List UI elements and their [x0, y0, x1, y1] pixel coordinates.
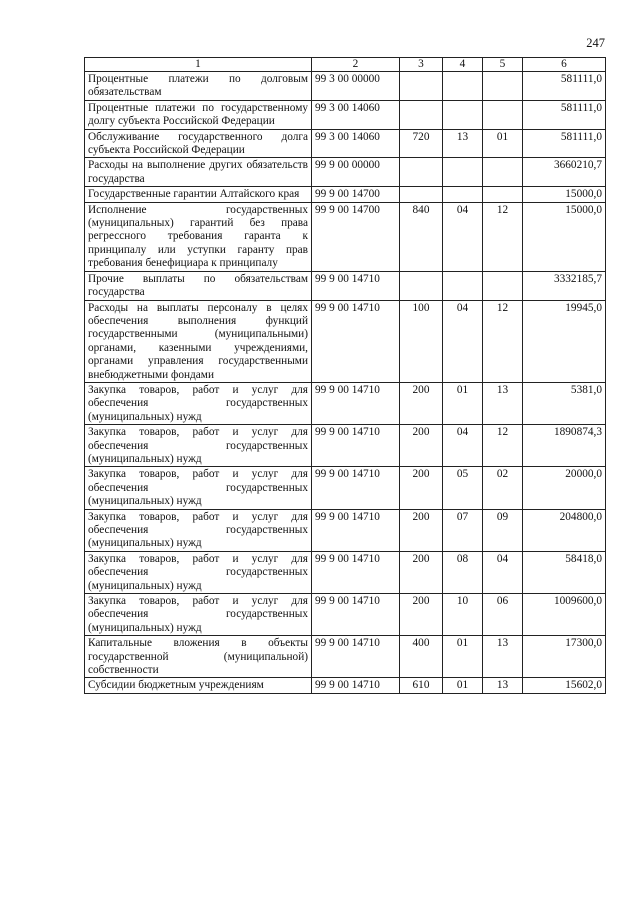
row-expense-type-cell: [400, 187, 443, 202]
table-row: [85, 467, 606, 509]
row-expense-type-cell: 720: [400, 129, 443, 158]
row-amount-cell: 581111,0: [523, 100, 606, 129]
row-code-cell: 99 9 00 14710: [312, 467, 400, 509]
row-section-cell: 07: [443, 509, 483, 551]
row-section-cell: [443, 100, 483, 129]
row-code-cell: 99 9 00 14710: [312, 636, 400, 678]
row-code-cell: 99 9 00 00000: [312, 158, 400, 187]
row-section-cell: 04: [443, 202, 483, 271]
page-number: 247: [586, 36, 605, 50]
row-expense-type-cell: 840: [400, 202, 443, 271]
row-section-cell: 04: [443, 300, 483, 382]
row-code-cell: 99 3 00 14060: [312, 100, 400, 129]
row-amount-cell: 15000,0: [523, 187, 606, 202]
row-amount-cell: 15000,0: [523, 202, 606, 271]
row-expense-type-cell: 200: [400, 425, 443, 467]
row-section-cell: [443, 271, 483, 300]
row-expense-type-cell: 610: [400, 678, 443, 693]
header-cell-6: 6: [523, 58, 606, 72]
row-subsection-cell: 12: [483, 202, 523, 271]
row-subsection-cell: 13: [483, 636, 523, 678]
table-row: [85, 100, 606, 129]
row-expense-type-cell: 200: [400, 509, 443, 551]
row-subsection-cell: [483, 187, 523, 202]
row-name-cell: Субсидии бюджетным учреждениям: [85, 678, 312, 693]
row-amount-cell: 1009600,0: [523, 594, 606, 636]
row-name-cell: Закупка товаров, работ и услуг для обеспечения государственных (муниципальных) нужд: [85, 467, 312, 509]
row-subsection-cell: 01: [483, 129, 523, 158]
row-name-cell: Закупка товаров, работ и услуг для обеспечения государственных (муниципальных) нужд: [85, 425, 312, 467]
row-code-cell: 99 9 00 14710: [312, 300, 400, 382]
table-row: [85, 158, 606, 187]
row-amount-cell: 581111,0: [523, 72, 606, 101]
row-name-cell: Прочие выплаты по обязательствам государства: [85, 271, 312, 300]
table-row: [85, 425, 606, 467]
row-amount-cell: 3660210,7: [523, 158, 606, 187]
row-name-cell: Процентные платежи по государственному долгу субъекта Российской Федерации: [85, 100, 312, 129]
row-code-cell: 99 3 00 14060: [312, 129, 400, 158]
row-expense-type-cell: 200: [400, 551, 443, 593]
row-code-cell: 99 9 00 14710: [312, 425, 400, 467]
row-section-cell: 01: [443, 382, 483, 424]
row-subsection-cell: [483, 100, 523, 129]
row-amount-cell: 58418,0: [523, 551, 606, 593]
header-cell-3: 3: [400, 58, 443, 72]
row-amount-cell: 20000,0: [523, 467, 606, 509]
row-name-cell: Расходы на выполнение других обязательств государства: [85, 158, 312, 187]
row-name-cell: Капитальные вложения в объекты государственной (муниципальной) собственности: [85, 636, 312, 678]
table-row: [85, 509, 606, 551]
row-subsection-cell: 12: [483, 300, 523, 382]
header-cell-1: 1: [85, 58, 312, 72]
row-expense-type-cell: [400, 271, 443, 300]
row-section-cell: 13: [443, 129, 483, 158]
row-subsection-cell: 02: [483, 467, 523, 509]
header-row: [85, 58, 606, 72]
row-expense-type-cell: 200: [400, 382, 443, 424]
row-section-cell: 01: [443, 678, 483, 693]
row-subsection-cell: 13: [483, 678, 523, 693]
row-subsection-cell: 09: [483, 509, 523, 551]
row-code-cell: 99 9 00 14710: [312, 271, 400, 300]
table-row: [85, 678, 606, 693]
row-expense-type-cell: [400, 158, 443, 187]
row-amount-cell: 3332185,7: [523, 271, 606, 300]
header-cell-4: 4: [443, 58, 483, 72]
row-code-cell: 99 9 00 14710: [312, 509, 400, 551]
row-amount-cell: 19945,0: [523, 300, 606, 382]
table-row: [85, 551, 606, 593]
row-name-cell: Закупка товаров, работ и услуг для обеспечения государственных (муниципальных) нужд: [85, 551, 312, 593]
table-row: [85, 636, 606, 678]
table-row: [85, 187, 606, 202]
row-expense-type-cell: [400, 72, 443, 101]
table-row: [85, 72, 606, 101]
table-row: [85, 271, 606, 300]
row-name-cell: Закупка товаров, работ и услуг для обеспечения государственных (муниципальных) нужд: [85, 594, 312, 636]
row-section-cell: 08: [443, 551, 483, 593]
table-body: [85, 72, 606, 694]
row-expense-type-cell: 200: [400, 467, 443, 509]
row-subsection-cell: [483, 271, 523, 300]
row-section-cell: [443, 158, 483, 187]
row-amount-cell: 581111,0: [523, 129, 606, 158]
row-subsection-cell: 04: [483, 551, 523, 593]
row-amount-cell: 5381,0: [523, 382, 606, 424]
row-section-cell: 10: [443, 594, 483, 636]
row-code-cell: 99 3 00 00000: [312, 72, 400, 101]
row-subsection-cell: [483, 72, 523, 101]
budget-table: [84, 57, 606, 694]
row-code-cell: 99 9 00 14700: [312, 202, 400, 271]
row-name-cell: Закупка товаров, работ и услуг для обеспечения государственных (муниципальных) нужд: [85, 509, 312, 551]
row-name-cell: Закупка товаров, работ и услуг для обеспечения государственных (муниципальных) нужд: [85, 382, 312, 424]
row-subsection-cell: 12: [483, 425, 523, 467]
row-subsection-cell: [483, 158, 523, 187]
row-amount-cell: 17300,0: [523, 636, 606, 678]
row-section-cell: [443, 187, 483, 202]
row-amount-cell: 1890874,3: [523, 425, 606, 467]
header-cell-2: 2: [312, 58, 400, 72]
row-name-cell: Исполнение государственных (муниципальных) гарантий без права регрессного требования гаранта к принципалу или уступки гаранту прав требования бенефициара к принципалу: [85, 202, 312, 271]
row-section-cell: 01: [443, 636, 483, 678]
row-name-cell: Расходы на выплаты персоналу в целях обеспечения выполнения функций государственными (муниципальными) органами, казенными учреждениями, органами управления государственными внебюджетными фондами: [85, 300, 312, 382]
header-cell-5: 5: [483, 58, 523, 72]
row-name-cell: Процентные платежи по долговым обязательствам: [85, 72, 312, 101]
row-amount-cell: 204800,0: [523, 509, 606, 551]
row-code-cell: 99 9 00 14710: [312, 551, 400, 593]
table-row: [85, 300, 606, 382]
row-section-cell: 04: [443, 425, 483, 467]
row-expense-type-cell: 100: [400, 300, 443, 382]
row-amount-cell: 15602,0: [523, 678, 606, 693]
row-code-cell: 99 9 00 14710: [312, 594, 400, 636]
row-code-cell: 99 9 00 14700: [312, 187, 400, 202]
table-row: [85, 382, 606, 424]
row-expense-type-cell: [400, 100, 443, 129]
row-expense-type-cell: 400: [400, 636, 443, 678]
row-code-cell: 99 9 00 14710: [312, 382, 400, 424]
table-row: [85, 202, 606, 271]
table-row: [85, 129, 606, 158]
table-row: [85, 594, 606, 636]
row-section-cell: [443, 72, 483, 101]
row-name-cell: Государственные гарантии Алтайского края: [85, 187, 312, 202]
row-section-cell: 05: [443, 467, 483, 509]
row-expense-type-cell: 200: [400, 594, 443, 636]
row-name-cell: Обслуживание государственного долга субъекта Российской Федерации: [85, 129, 312, 158]
row-code-cell: 99 9 00 14710: [312, 678, 400, 693]
row-subsection-cell: 06: [483, 594, 523, 636]
row-subsection-cell: 13: [483, 382, 523, 424]
